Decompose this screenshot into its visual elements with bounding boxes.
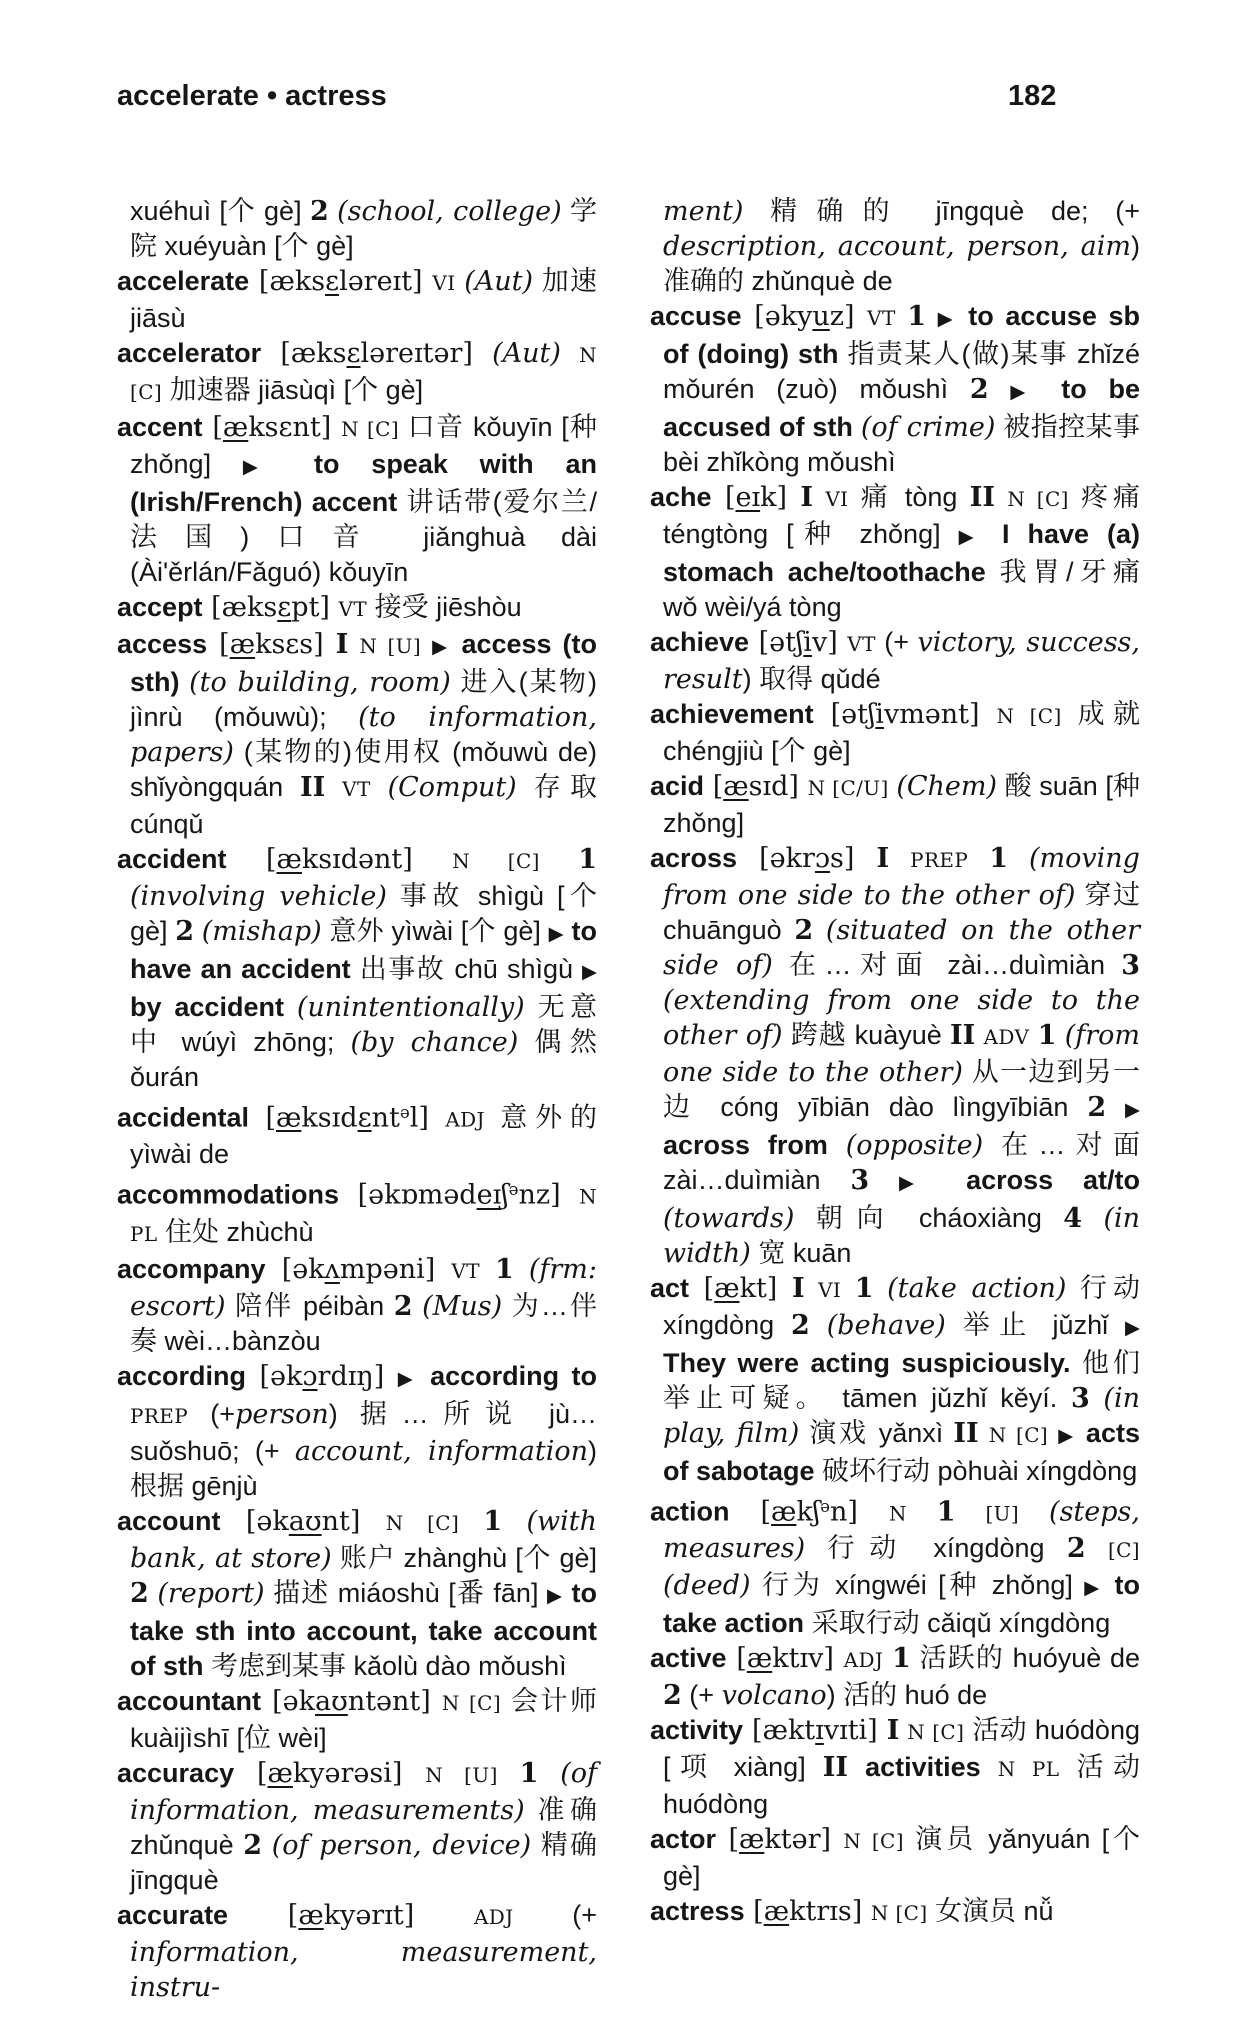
dictionary-entry: accurate [ækyərɪt] ADJ (+ information, measurement, instru- [117,1899,597,2003]
dictionary-entry: accuracy [ækyərəsi] N [U] 1 (of information, measurements) 准确 zhǔnquè 2 (of person, device) 精确 jīngquè [117,1757,597,1895]
dictionary-entry: accountant [əkaʊntənt] N [C] 会计师 kuàijìshī [位 wèi] [117,1685,597,1753]
dictionary-entry: accelerate [æksɛləreɪt] VI (Aut) 加速 jiāsù [117,266,597,333]
dictionary-entry: act [ækt] I VI 1 (take action) 行动 xíngdòng 2 (behave) 举止 jǔzhǐ ▶ They were acting suspiciously. 他们举止可疑。 tāmen jǔzhǐ kěyí. 3 (in play, film) 演戏 yǎnxì II N [C] ▶ acts of sabotage 破坏行动 pòhuài xíngdòng [650,1273,1140,1486]
entry-continuation: xuéhuì [个 gè] 2 (school, college) 学院 xuéyuàn [个 gè] [130,196,597,261]
dictionary-entry: ache [eɪk] I VI 痛 tòng II N [C] 疼痛 téngtòng [种 zhǒng] ▶ I have (a) stomach ache/toothache 我胃/牙痛 wǒ wèi/yá tòng [650,482,1141,622]
dictionary-entry: accelerator [æksɛləreɪtər] (Aut) N [C] 加速器 jiāsùqì [个 gè] [117,338,597,405]
dictionary-entry: accident [æksɪdənt] N [C] 1 (involving vehicle) 事故 shìgù [个 gè] 2 (mishap) 意外 yìwài [个 gè] ▶ to have an accident 出事故 chū shìgù ▶ by accident (unintentionally) 无意中 wúyì zhōng; (by chance) 偶然 ǒurán [117,844,597,1092]
left-column [117,194,597,2005]
dictionary-entry: account [əkaʊnt] N [C] 1 (with bank, at store) 账户 zhànghù [个 gè] 2 (report) 描述 miáoshù [番 fān] ▶ to take sth into account, take account of sth 考虑到某事 kǎolù dào mǒushì [117,1505,597,1681]
dictionary-entry: accuse [əkyuz] VT 1 ▶ to accuse sb of (doing) sth 指责某人(做)某事 zhǐzé mǒurén (zuò) mǒushì 2 ▶ to be accused of sth (of crime) 被指控某事 bèi zhǐkòng mǒushì [650,301,1140,477]
page-number: 182 [1008,80,1057,112]
dictionary-entry: access [æksɛs] I N [U] ▶ access (to sth) (to building, room) 进入(某物) jìnrù (mǒuwù); (to information, papers) (某物的)使用权 (mǒuwù de) shǐyòngquán II VT (Comput) 存取 cúnqǔ [117,629,597,839]
dictionary-entry: action [ækʃ$^ə$n] N 1 [U] (steps, measures) 行动 xíngdòng 2 [C] (deed) 行为 xíngwéi [种 zhǒng] ▶ to take action 采取行动 cǎiqǔ xíngdòng [650,1496,1140,1639]
dictionary-entry: active [æktɪv] ADJ 1 活跃的 huóyuè de 2 (+ volcano) 活的 huó de [650,1643,1140,1712]
dictionary-entry: accept [æksɛpt] VT 接受 jiēshòu [117,592,522,623]
dictionary-entry: accidental [æksɪdɛnt$^ə$l] ADJ 意外的 yìwài de [117,1102,597,1170]
dictionary-entry: accent [æksɛnt] N [C] 口音 kǒuyīn [种 zhǒng] ▶ to speak with an (Irish/French) accent 讲话带(爱尔兰/法国)口音 jiǎnghuà dài (Ài'ěrlán/Fǎguó) kǒuyīn [117,412,597,587]
dictionary-entry: accompany [əkʌmpəni] VT 1 (frm: escort) 陪伴 péibàn 2 (Mus) 为…伴奏 wèi…bànzòu [117,1253,597,1356]
dictionary-entry: actress [æktrɪs] N [C] 女演员 nǚ [650,1896,1054,1928]
dictionary-entry: according [əkɔrdɪŋ] ▶ according to PREP (+person) 据…所说 jù…suǒshuō; (+ account, information) 根据 gēnjù [117,1360,597,1501]
dictionary-entry: acid [æsɪd] N [C/U] (Chem) 酸 suān [种 zhǒng] [650,771,1140,838]
entry-continuation: ment) 精确的 jīngquè de; (+ description, account, person, aim) 准确的 zhǔnquè de [663,196,1140,296]
guide-words: accelerate • actress [117,80,387,112]
dictionary-entry: across [əkrɔs] I PREP 1 (moving from one side to the other of) 穿过 chuānguò 2 (situated on the other side of) 在…对面 zài…duìmiàn 3 (extending from one side to the other of) 跨越 kuàyuè II ADV 1 (from one side to the other) 从一边到另一边 cóng yībiān dào lìngyībiān 2 ▶ across from (opposite) 在…对面 zài…duìmiàn 3 ▶ across at/to (towards) 朝向 cháoxiàng 4 (in width) 宽 kuān [650,843,1140,1269]
dictionary-entry: achieve [ətʃiv] VT (+ victory, success, result) 取得 qǔdé [650,627,1140,695]
dictionary-entry: achievement [ətʃivmənt] N [C] 成就 chéngjiù [个 gè] [650,699,1140,766]
dictionary-entry: actor [æktər] N [C] 演员 yǎnyuán [个 gè] [650,1824,1140,1892]
dictionary-entry: activity [æktɪvɪti] I N [C] 活动 huódòng [项 xiàng] II activities N PL 活动 huódòng [650,1715,1140,1820]
dictionary-entry: accommodations [əkɒmədeɪʃ$^ə$nz] N PL 住处 zhùchù [117,1179,597,1247]
right-column [650,194,1140,2005]
dictionary-page-body [117,194,1140,2005]
